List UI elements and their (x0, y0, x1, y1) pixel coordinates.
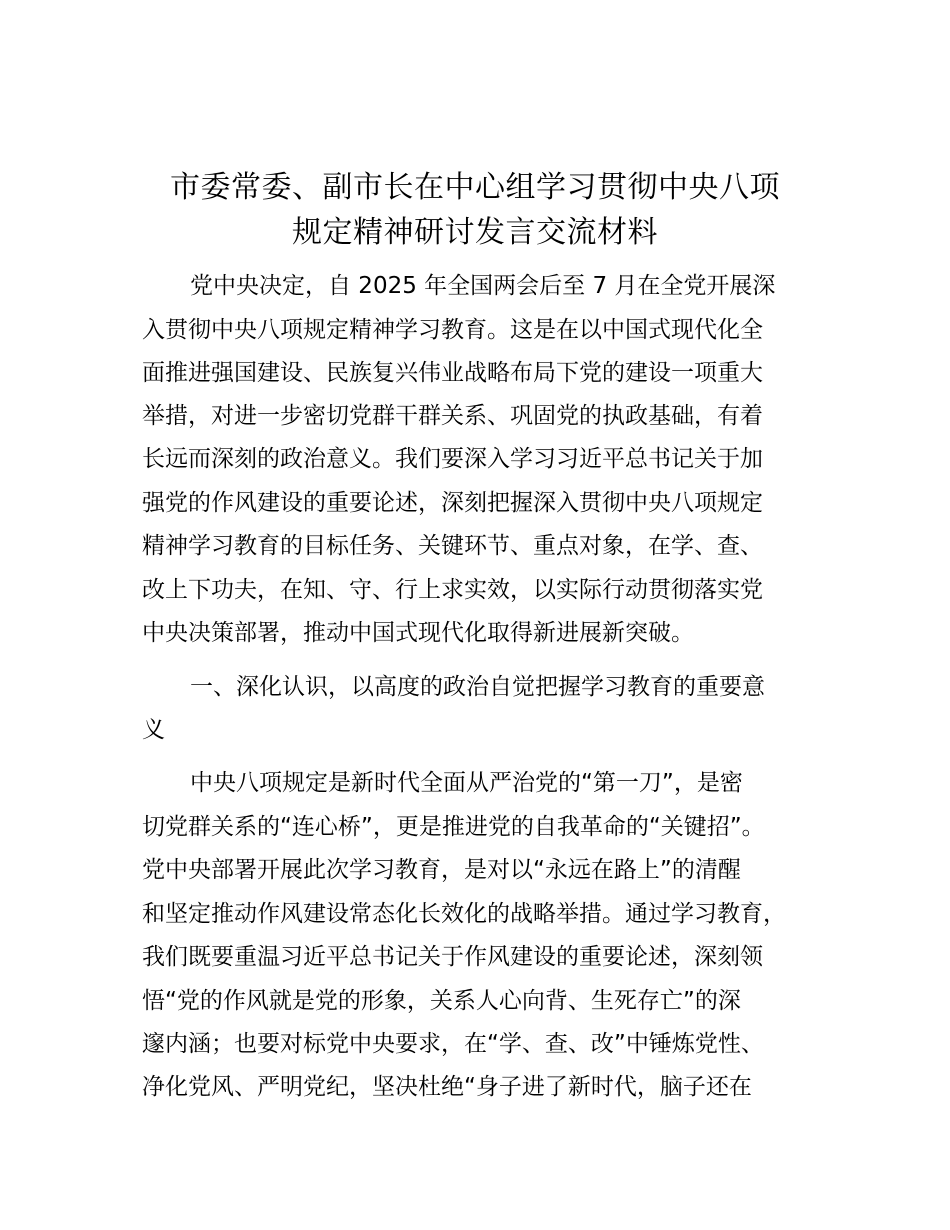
paragraph-line: 入贯彻中央八项规定精神学习教育。这是在以中国式现代化全 (142, 317, 763, 343)
paragraph-line: 面推进强国建设、民族复兴伟业战略布局下党的建设一项重大 (142, 360, 763, 386)
paragraph-line: 我们既要重温习近平总书记关于作风建设的重要论述，深刻领 (142, 944, 763, 970)
paragraph-line: 净化党风、严明党纪，坚决杜绝“身子进了新时代，脑子还在 (142, 1074, 752, 1100)
paragraph-line: 党中央部署开展此次学习教育，是对以“永远在路上”的清醒 (142, 857, 741, 883)
paragraph-line: 切党群关系的“连心桥”，更是推进党的自我革命的“关键招”。 (142, 814, 765, 840)
paragraph-line: 党中央决定，自 2025 年全国两会后至 7 月在全党开展深 (190, 273, 776, 299)
paragraph-line: 和坚定推动作风建设常态化长效化的战略举措。通过学习教育， (142, 901, 786, 927)
paragraph-line: 悟“党的作风就是党的形象，关系人心向背、生死存亡”的深 (142, 988, 741, 1014)
document-title-line-1: 市委常委、副市长在中心组学习贯彻中央八项 (170, 170, 780, 205)
paragraph-line: 改上下功夫，在知、守、行上求实效，以实际行动贯彻落实党 (142, 577, 763, 603)
paragraph-line: 精神学习教育的目标任务、关键环节、重点对象，在学、查、 (142, 533, 763, 559)
section-heading-line: 义 (142, 717, 165, 743)
paragraph-line: 强党的作风建设的重要论述，深刻把握深入贯彻中央八项规定 (142, 490, 763, 516)
paragraph-line: 中央八项规定是新时代全面从严治党的“第一刀”，是密 (190, 770, 743, 796)
paragraph-line: 邃内涵；也要对标党中央要求，在“学、查、改”中锤炼党性、 (142, 1031, 764, 1057)
paragraph-line: 举措，对进一步密切党群干群关系、巩固党的执政基础，有着 (142, 403, 763, 429)
paragraph-line: 长远而深刻的政治意义。我们要深入学习习近平总书记关于加 (142, 446, 763, 472)
paragraph-line: 中央决策部署，推动中国式现代化取得新进展新突破。 (142, 620, 694, 646)
document-title-line-2: 规定精神研讨发言交流材料 (292, 215, 658, 250)
section-heading-line: 一、深化认识，以高度的政治自觉把握学习教育的重要意 (190, 674, 765, 700)
